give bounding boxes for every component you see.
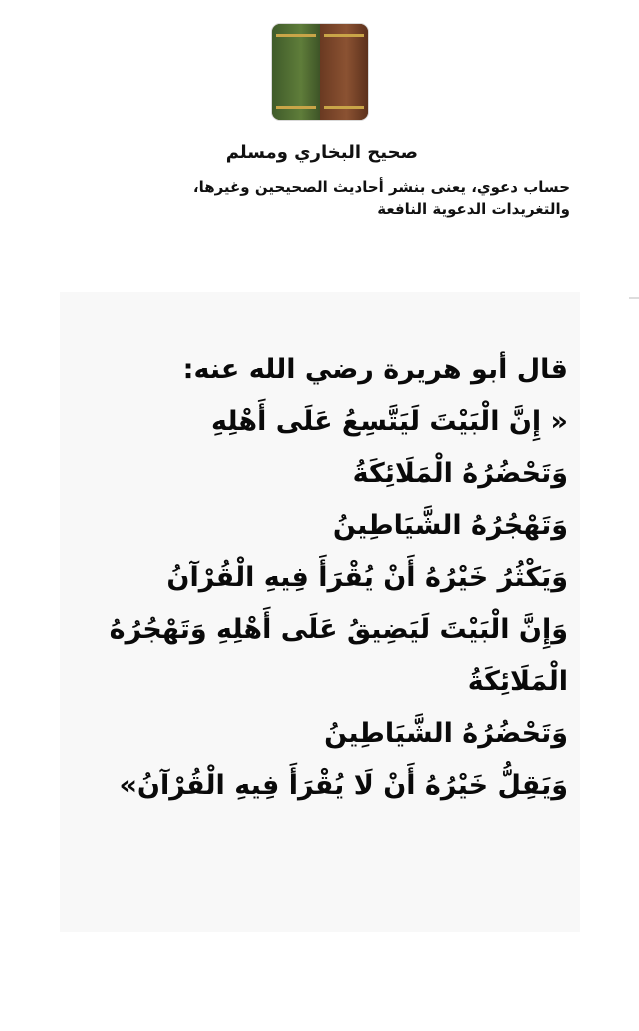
hadith-line: « إِنَّ الْبَيْتَ لَيَتَّسِعُ عَلَى أَهْلِهِ: [210, 406, 568, 437]
hadith-card: [60, 292, 580, 932]
profile-bio-line: والتغريدات الدعوية النافعة: [377, 200, 570, 218]
hadith-text: [58, 344, 568, 812]
hadith-line: قال أبو هريرة رضي الله عنه:: [182, 354, 568, 385]
hadith-line: وَيَقِلُّ خَيْرُهُ أَنْ لَا يُقْرَأَ فِيهِ الْقُرْآنُ»: [119, 770, 568, 801]
hadith-line: الْمَلَائِكَةُ: [467, 666, 568, 697]
profile-bio-line: حساب دعوي، يعنى بنشر أحاديث الصحيحين وغيرها،: [192, 178, 570, 196]
hadith-line: وَإِنَّ الْبَيْتَ لَيَضِيقُ عَلَى أَهْلِهِ وَتَهْجُرُهُ: [109, 614, 568, 645]
hadith-line: وَيَكْثُرُ خَيْرُهُ أَنْ يُقْرَأَ فِيهِ الْقُرْآنُ: [166, 562, 568, 593]
profile-bio: [100, 176, 570, 220]
hadith-line: وَتَهْجُرُهُ الشَّيَاطِينُ: [332, 510, 568, 541]
logo-band: [324, 106, 364, 109]
logo-band: [324, 34, 364, 37]
logo-band: [276, 34, 316, 37]
hadith-line: وَتَحْضُرُهُ الشَّيَاطِينُ: [324, 718, 568, 749]
edge-mark: [629, 297, 639, 299]
profile-logo: [272, 24, 368, 120]
profile-name[interactable]: صحيح البخاري ومسلم: [225, 142, 418, 163]
logo-band: [276, 106, 316, 109]
hadith-line: وَتَحْضُرُهُ الْمَلَائِكَةُ: [352, 458, 568, 489]
